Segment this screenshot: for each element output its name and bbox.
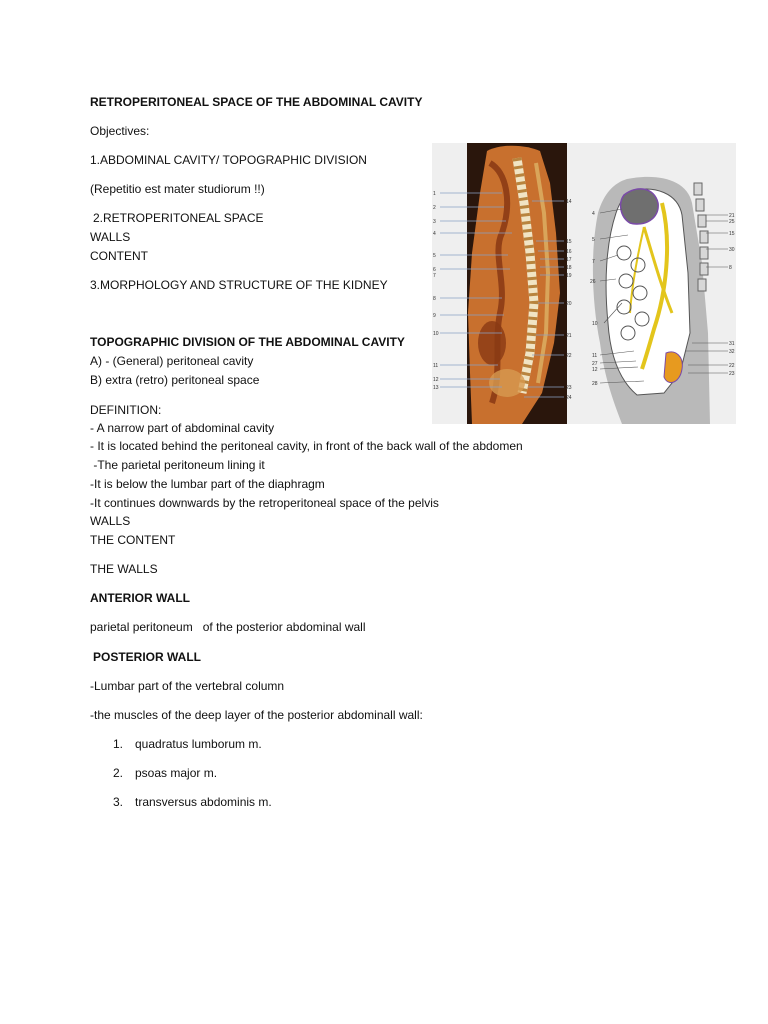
topographic-b: B) extra (retro) peritoneal space <box>90 373 260 387</box>
figure-label: 1 <box>433 191 436 197</box>
posterior-wall-line-1: -Lumbar part of the vertebral column <box>90 679 285 693</box>
figure-label: 26 <box>590 279 596 285</box>
muscle-name: psoas major m. <box>135 766 218 780</box>
objective-3: 3.MORPHOLOGY AND STRUCTURE OF THE KIDNEY <box>90 278 388 292</box>
muscle-number: 2. <box>113 766 124 780</box>
definition-heading: DEFINITION: <box>90 403 162 417</box>
figure-label: 31 <box>729 341 735 347</box>
figure-label: 21 <box>566 333 572 339</box>
objectives-heading: Objectives: <box>90 124 150 138</box>
figure-label: 14 <box>566 199 572 205</box>
topographic-heading: TOPOGRAPHIC DIVISION OF THE ABDOMINAL CAVITY <box>90 335 405 349</box>
definition-walls: WALLS <box>90 514 131 528</box>
figure-label: 10 <box>592 321 598 327</box>
document-title: RETROPERITONEAL SPACE OF THE ABDOMINAL CAVITY <box>90 95 423 109</box>
posterior-wall-line-2: -the muscles of the deep layer of the posterior abdominall wall: <box>90 708 423 722</box>
figure-label: 22 <box>729 363 735 369</box>
figure-label: 15 <box>729 231 735 237</box>
figure-label: 10 <box>433 331 439 337</box>
anatomy-illustrations <box>432 143 736 424</box>
definition-line: - It is located behind the peritoneal cavity, in front of the back wall of the abdomen <box>90 439 523 453</box>
figure-label: 13 <box>433 385 439 391</box>
figure-label: 11 <box>592 353 598 359</box>
muscle-name: quadratus lumborum m. <box>135 737 262 751</box>
motto-text: (Repetitio est mater studiorum !!) <box>90 182 265 196</box>
anterior-wall-heading: ANTERIOR WALL <box>90 591 190 605</box>
muscle-number: 1. <box>113 737 124 751</box>
definition-content: THE CONTENT <box>90 533 176 547</box>
definition-line: - A narrow part of abdominal cavity <box>90 421 275 435</box>
figure-label: 25 <box>729 219 735 225</box>
objective-2-walls: WALLS <box>90 230 131 244</box>
figure-label: 4 <box>592 211 595 217</box>
figure-label: 9 <box>433 313 436 319</box>
figure-label: 5 <box>433 253 436 259</box>
muscle-number: 3. <box>113 795 124 809</box>
figure-label: 28 <box>592 381 598 387</box>
figure-label: 23 <box>566 385 572 391</box>
figure-label: 32 <box>729 349 735 355</box>
figure-label: 21 <box>729 213 735 219</box>
figure-label: 8 <box>433 296 436 302</box>
walls-heading: THE WALLS <box>90 562 158 576</box>
posterior-wall-heading: POSTERIOR WALL <box>93 650 201 664</box>
figure-label: 18 <box>566 265 572 271</box>
objective-2-content: CONTENT <box>90 249 148 263</box>
schematic-diagram <box>593 177 710 424</box>
anterior-wall-text: parietal peritoneum of the posterior abdominal wall <box>90 620 366 634</box>
figure-label: 30 <box>729 247 735 253</box>
figure-label: 7 <box>433 273 436 279</box>
figure-label: 20 <box>566 301 572 307</box>
definition-line: -It continues downwards by the retroperitoneal space of the pelvis <box>90 496 439 510</box>
figure-label: 12 <box>592 367 598 373</box>
muscle-name: transversus abdominis m. <box>135 795 272 809</box>
figure-label: 16 <box>566 249 572 255</box>
figure-label: 2 <box>433 205 436 211</box>
figure-label: 12 <box>433 377 439 383</box>
sagittal-section-photo <box>467 143 567 424</box>
definition-line: -It is below the lumbar part of the diaphragm <box>90 477 325 491</box>
figure-label: 3 <box>433 219 436 225</box>
figure-label: 7 <box>592 259 595 265</box>
figure-label: 17 <box>566 257 572 263</box>
figure-label: 6 <box>433 267 436 273</box>
anatomy-figure <box>432 143 736 424</box>
objective-2: 2.RETROPERITONEAL SPACE <box>93 211 264 225</box>
definition-line: -The parietal peritoneum lining it <box>90 458 265 472</box>
figure-label: 5 <box>592 237 595 243</box>
objective-1: 1.ABDOMINAL CAVITY/ TOPOGRAPHIC DIVISION <box>90 153 367 167</box>
figure-label: 22 <box>566 353 572 359</box>
figure-label: 23 <box>729 371 735 377</box>
figure-label: 15 <box>566 239 572 245</box>
topographic-a: A) - (General) peritoneal cavity <box>90 354 254 368</box>
figure-label: 4 <box>433 231 436 237</box>
figure-label: 24 <box>566 395 572 401</box>
figure-label: 19 <box>566 273 572 279</box>
figure-label: 11 <box>433 363 439 369</box>
figure-label: 8 <box>729 265 732 271</box>
figure-label: 27 <box>592 361 598 367</box>
